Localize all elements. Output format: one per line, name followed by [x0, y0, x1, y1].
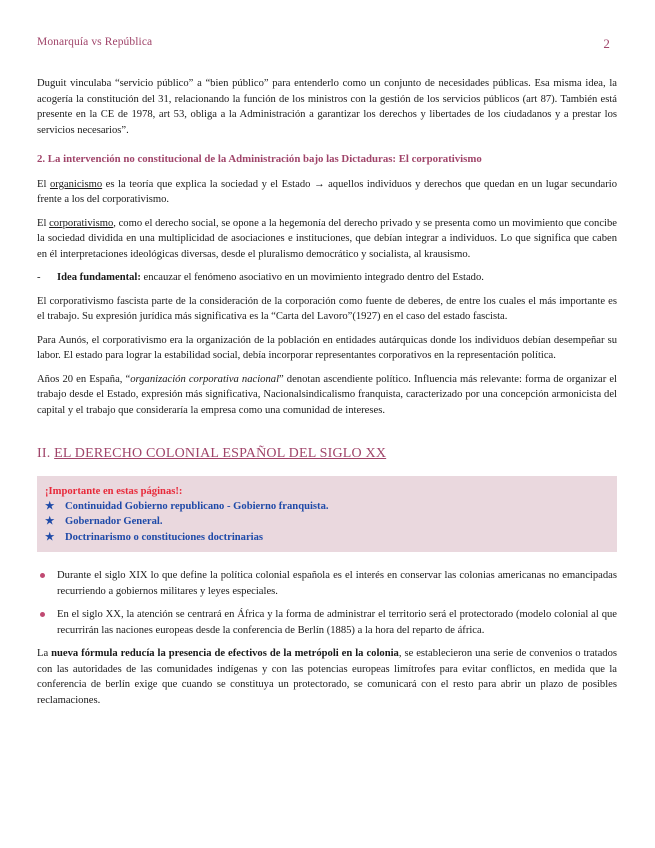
star-icon: ★ — [45, 516, 55, 527]
organizacion-corporativa-term: organización corporativa nacional — [130, 373, 280, 385]
section-2-title: 2. La intervención no constitucional de la Administración bajo las Dictaduras: El corporativismo — [37, 153, 482, 165]
idea-label: Idea fundamental: — [57, 272, 141, 283]
fascist-corporativism-paragraph: El corporativismo fascista parte de la consideración de la corporación como fuente de deberes, de entre los cuales el más importante es el trabajo. Su expresión jurídica más significativa es la “Carta del Lavoro”(1927) en el caso del estado fascista. — [37, 295, 617, 322]
important-box — [37, 476, 617, 553]
bullet-item-xix: Durante el siglo XIX lo que define la política colonial española es el interés en conservar las colonias americanas no emancipadas recurriendo a gobiernos militares y leyes especiales. — [37, 568, 617, 599]
important-heading: ¡Importante en estas páginas!: — [45, 485, 183, 497]
nueva-formula-strong: nueva fórmula reducía la presencia de efectivos de la metrópoli en la colonia — [51, 648, 399, 659]
part-2-heading: II. EL DERECHO COLONIAL ESPAÑOL DEL SIGLO XX — [37, 446, 387, 461]
final-paragraph: La nueva fórmula reducía la presencia de efectivos de la metrópoli en la colonia, se establecieron una serie de convenios o tratados con las autoridades de las comunidades indígenas y con las potencias europeas limítrofes para evitar conflictos, en medida que la conferencia de berlín exige que cuando se constituya un protectorado, se comunicará con el resto para abrir un plazo de posibles reclamaciones. — [37, 648, 617, 706]
circle-bullet-icon — [40, 573, 45, 578]
star-icon: ★ — [45, 500, 55, 512]
important-item: ★ Continuidad Gobierno republicano - Gobierno franquista. — [45, 499, 607, 515]
page-header — [37, 36, 610, 54]
corporativismo-term: corporativismo — [49, 217, 114, 229]
intro-paragraph: Duguit vinculaba “servicio público” a “bien público” para entenderlo como un conjunto de necesidades públicas. Esa misma idea, la acogería la constitución del 31, relacionando la función de los ministros con la gestión de los servicios públicos (art 87). También está presente en la CE de 1978, art 53, obliga a la Administración a garantizar los derechos y libertades de los ciudadanos y a prestar los servicios necesarios”. — [37, 78, 617, 136]
corporativismo-paragraph: El corporativismo, como el derecho social, se opone a la hegemonía del derecho privado y se presenta como un movimiento que concibe la sociedad dividida en una multiplicidad de asociaciones e instituciones, que debían integrar a individuos. Lo que significa que caben en él interpretaciones ideológicas diversas, desde el pluralismo democrático y socialista, al krausismo. — [37, 217, 617, 260]
aunos-paragraph: Para Aunós, el corporativismo era la organización de la población en entidades autárquicas donde los individuos debían desempeñar su labor. El estado para lograr la estabilidad social, debía incorporar representantes corporativos en la representación política. — [37, 334, 617, 361]
dash-marker: - — [37, 272, 41, 283]
important-item: ★ Doctrinarismo o constituciones doctrinarias — [45, 530, 607, 546]
header-title: Monarquía vs República — [37, 36, 153, 48]
important-item: ★ Gobernador General. — [45, 514, 607, 530]
page-content — [37, 76, 617, 716]
page-number: 2 — [603, 36, 610, 51]
organicismo-term: organicismo — [49, 178, 103, 190]
circle-bullet-icon — [40, 612, 45, 617]
star-icon: ★ — [45, 531, 55, 543]
spain-20s-paragraph: Años 20 en España, “organización corporativa nacional” denotan ascendiente político. Influencia más relevante: forma de organizar el trabajo desde el Estado, expresión más significativa, Nacionalsindicalismo franquista, caracterizado por una concepción armonicista del capital y el trabajo que consideraría la empresa como una comunidad de intereses. — [37, 373, 617, 416]
idea-fundamental-item: - Idea fundamental: encauzar el fenómeno asociativo en un movimiento integrado dentro del Estado. — [37, 270, 617, 286]
bullet-item-xx: En el siglo XX, la atención se centrará en África y la forma de administrar el territorio será el protectorado (modelo colonial al que recurrirán las naciones europeas desde la conferencia de Berlín (1885) a la hora del reparto de áfrica. — [37, 607, 617, 638]
organicismo-paragraph: El organicismo es la teoría que explica la sociedad y el Estado → aquellos individuos y derechos que quedan en un lugar secundario frente a los del corporativismo. — [37, 178, 617, 205]
